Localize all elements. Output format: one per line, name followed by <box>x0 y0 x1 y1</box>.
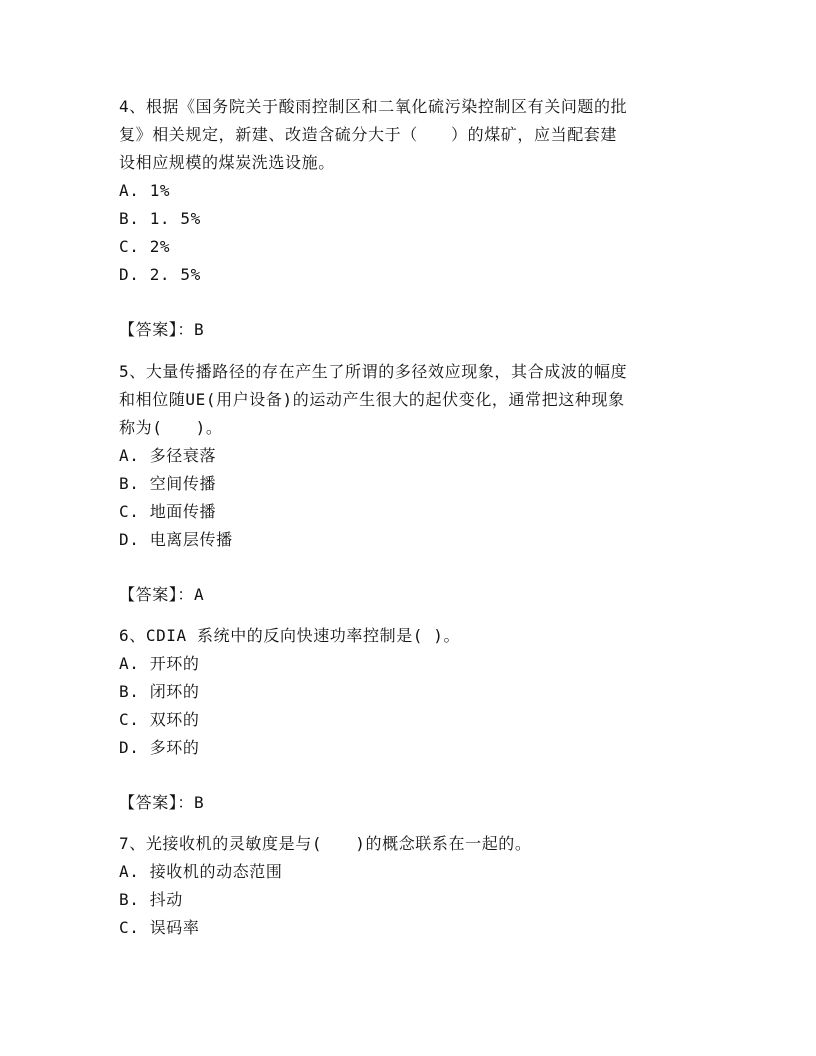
option-a: A. 多径衰落 <box>119 446 217 465</box>
option-d: D. 电离层传播 <box>119 530 233 549</box>
option-c: C. 地面传播 <box>119 502 217 521</box>
option-b: B. 闭环的 <box>119 682 200 701</box>
question-stem-line: 5、大量传播路径的存在产生了所谓的多径效应现象，其合成波的幅度 <box>119 362 628 381</box>
question-4 <box>119 93 699 289</box>
option-c: C. 2% <box>119 237 171 256</box>
option-b: B. 1. 5% <box>119 209 201 228</box>
question-stem-line: 4、根据《国务院关于酸雨控制区和二氧化硫污染控制区有关问题的批 <box>119 97 628 116</box>
option-a: A. 1% <box>119 181 171 200</box>
question-stem-line: 和相位随UE(用户设备)的运动产生很大的起伏变化，通常把这种现象 <box>119 390 625 409</box>
option-c: C. 双环的 <box>119 710 200 729</box>
option-a: A. 开环的 <box>119 654 200 673</box>
option-d: D. 多环的 <box>119 738 200 757</box>
question-stem-line: 6、CDIA 系统中的反向快速功率控制是( )。 <box>119 626 461 645</box>
question-7 <box>119 830 699 942</box>
option-d: D. 2. 5% <box>119 265 201 284</box>
answer-6: 【答案】：B <box>119 793 205 812</box>
option-b: B. 抖动 <box>119 890 183 909</box>
question-stem-line: 设相应规模的煤炭洗选设施。 <box>119 153 335 172</box>
option-c: C. 误码率 <box>119 918 200 937</box>
question-stem-line: 7、光接收机的灵敏度是与( )的概念联系在一起的。 <box>119 834 532 853</box>
answer-4: 【答案】：B <box>119 320 205 339</box>
question-6 <box>119 622 699 762</box>
question-5 <box>119 358 699 554</box>
question-stem-line: 称为( )。 <box>119 418 223 437</box>
answer-5: 【答案】：A <box>119 585 205 604</box>
option-b: B. 空间传播 <box>119 474 217 493</box>
option-a: A. 接收机的动态范围 <box>119 862 283 881</box>
question-stem-line: 复》相关规定，新建、改造含硫分大于（ ）的煤矿，应当配套建 <box>119 125 618 144</box>
